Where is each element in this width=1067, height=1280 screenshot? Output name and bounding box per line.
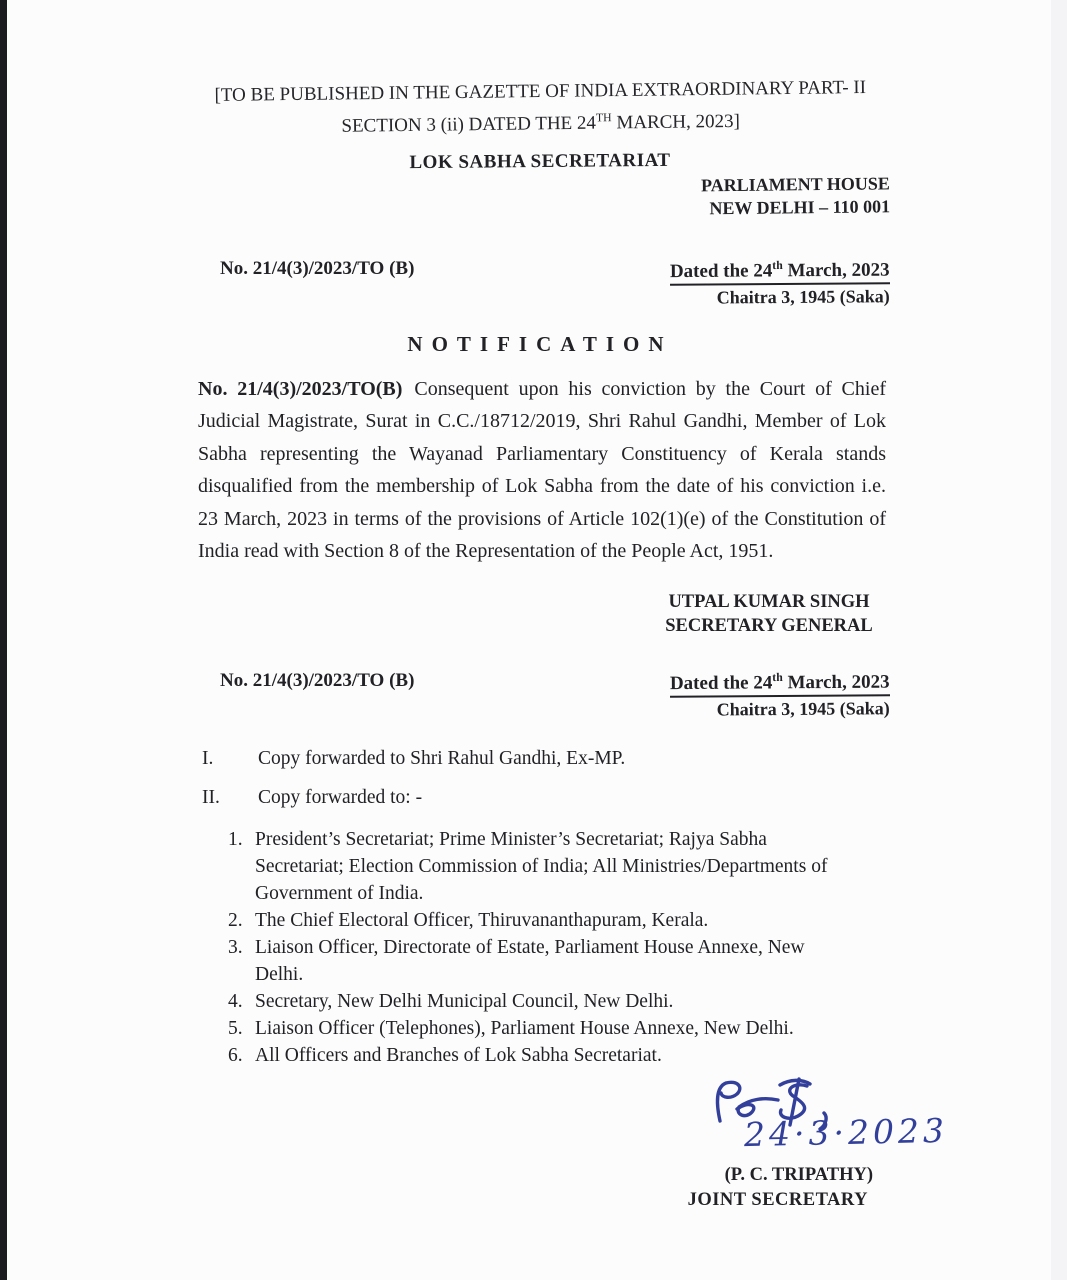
signature-block: [190, 1073, 949, 1243]
list-item-text: Liaison Officer (Telephones), Parliament House Annexe, New Delhi.: [255, 1017, 794, 1039]
list-item-number: 1.: [228, 828, 243, 850]
document-content: [190, 0, 949, 1280]
forwarding-item-1-text: Copy forwarded to Shri Rahul Gandhi, Ex-MP.: [258, 747, 626, 769]
address-line2: NEW DELHI – 110 001: [709, 196, 891, 219]
notification-title: NOTIFICATION: [407, 331, 673, 356]
letterhead-address: [190, 173, 890, 226]
gazette-header-line1: [TO BE PUBLISHED IN THE GAZETTE OF INDIA EXTRAORDINARY PART- II: [214, 77, 867, 106]
date-bottom-post: March, 2023: [783, 671, 890, 693]
notification-ref-inline: No. 21/4(3)/2023/TO(B): [198, 377, 403, 400]
date-bottom-superscript: th: [772, 670, 784, 684]
date-line-bottom: [670, 665, 890, 698]
list-item: [190, 988, 890, 1015]
gazette-header: [189, 0, 891, 142]
address-line1: PARLIAMENT HOUSE: [700, 173, 890, 196]
list-item-number: 6.: [228, 1044, 243, 1066]
list-item: [190, 907, 890, 934]
reference-date-row-top: [190, 254, 890, 309]
forwarding-item-1-label: I.: [202, 747, 214, 769]
list-item-text: The Chief Electoral Officer, Thiruvananthapuram, Kerala.: [255, 909, 709, 931]
date-line-top: [670, 254, 890, 287]
date-top-post: March, 2023: [783, 259, 890, 282]
list-item-text: President’s Secretariat; Prime Minister’s Secretariat; Rajya Sabha Secretariat; Election Commission of India; All Ministries/Departments of Government of India.: [255, 828, 828, 904]
forwarding-item-2-label: II.: [202, 786, 220, 808]
date-block-bottom: [670, 665, 890, 722]
list-item-text: Liaison Officer, Directorate of Estate, Parliament House Annexe, New Delhi.: [255, 936, 805, 985]
copy-forwarded-list: [190, 826, 890, 1069]
list-item-number: 3.: [228, 936, 243, 958]
signature-designation: JOINT SECRETARY: [687, 1189, 868, 1210]
notification-body: [198, 373, 886, 568]
forwarding-item-2: [190, 786, 890, 810]
signature-name: (P. C. TRIPATHY): [724, 1164, 873, 1185]
date-bottom-pre: Dated the 24: [670, 672, 773, 694]
list-item: [190, 1042, 890, 1069]
signatory-block: [654, 590, 884, 638]
gazette-header-line2-superscript: TH: [595, 111, 612, 125]
signatory-designation: SECRETARY GENERAL: [665, 615, 873, 636]
reference-date-row-bottom: [190, 666, 890, 721]
gazette-header-line2-post: MARCH, 2023]: [611, 110, 741, 134]
organization-name: LOK SABHA SECRETARIAT: [409, 150, 671, 174]
list-item-text: Secretary, New Delhi Municipal Council, New Delhi.: [255, 990, 674, 1012]
date-top-pre: Dated the 24: [670, 260, 773, 283]
handwritten-date: 24·3·2023: [743, 1110, 949, 1155]
forwarding-item-2-text: Copy forwarded to: -: [258, 786, 423, 808]
forwarding-item-1: [190, 747, 890, 771]
reference-number-top: No. 21/4(3)/2023/TO (B): [220, 258, 415, 280]
list-item-number: 4.: [228, 990, 243, 1012]
date-top-superscript: th: [772, 259, 784, 273]
notification-body-text: Consequent upon his conviction by the Court of Chief Judicial Magistrate, Surat in C.C./18712/2019, Shri Rahul Gandhi, Member of Lok Sabha representing the Wayanad Parliamentary Constituency of Kerala stands disqualified from the membership of Lok Sabha from the date of his conviction i.e. 23 March, 2023 in terms of the provisions of Article 102(1)(e) of the Constitution of India read with Section 8 of the Representation of the People Act, 1951.: [198, 377, 886, 563]
list-item-number: 2.: [228, 909, 243, 931]
signatory-name: UTPAL KUMAR SINGH: [668, 591, 870, 612]
list-item: [190, 934, 890, 988]
reference-number-bottom: No. 21/4(3)/2023/TO (B): [220, 669, 415, 691]
scan-edge-strip: [0, 0, 7, 1280]
list-item: [190, 826, 890, 907]
saka-date-bottom: Chaitra 3, 1945 (Saka): [717, 698, 891, 720]
saka-date-top: Chaitra 3, 1945 (Saka): [717, 286, 891, 309]
date-block-top: [670, 254, 890, 311]
list-item-number: 5.: [228, 1017, 243, 1039]
scan-right-edge: [1051, 0, 1067, 1280]
gazette-header-line2-pre: SECTION 3 (ii) DATED THE 24: [341, 112, 597, 137]
list-item: [190, 1015, 890, 1042]
list-item-text: All Officers and Branches of Lok Sabha Secretariat.: [255, 1044, 662, 1066]
